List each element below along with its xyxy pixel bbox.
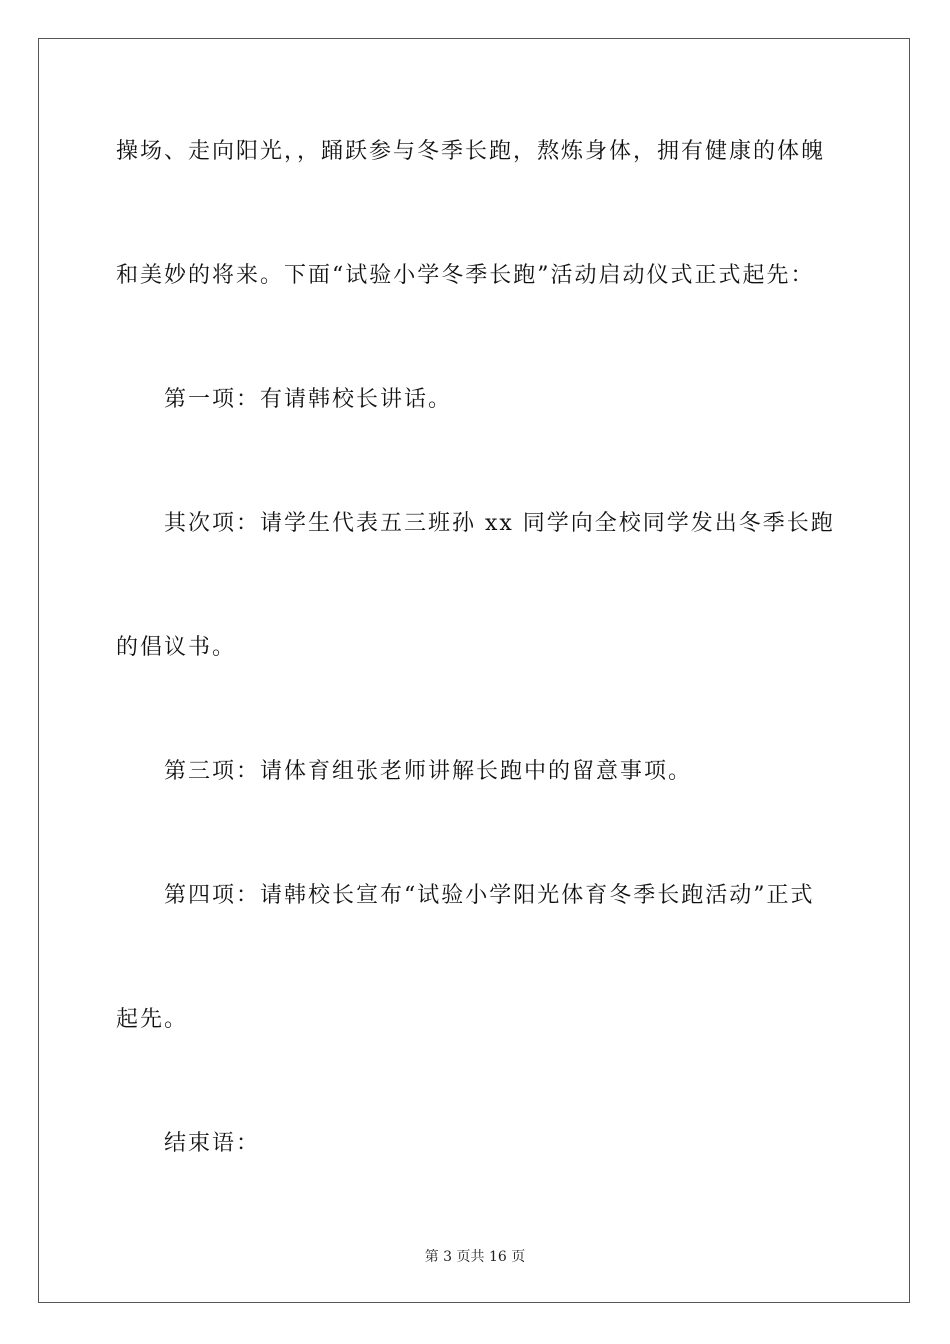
page-total: 共 16 页: [470, 1249, 526, 1265]
agenda-item-1: 第一项：有请韩校长讲话。: [164, 387, 453, 412]
page-number: 第 3 页: [424, 1249, 471, 1265]
page-border: [38, 38, 910, 1303]
paragraph-line: 和美妙的将来。下面“试验小学冬季长跑”活动启动仪式正式起先：: [116, 263, 815, 288]
agenda-item-3: 第三项：请体育组张老师讲解长跑中的留意事项。: [164, 759, 693, 784]
paragraph-line: 起先。: [116, 1007, 189, 1032]
paragraph-line: 的倡议书。: [116, 635, 237, 660]
agenda-item-4: 第四项：请韩校长宣布“试验小学阳光体育冬季长跑活动”正式: [164, 883, 815, 908]
agenda-item-2: 其次项：请学生代表五三班孙 xx 同学向全校同学发出冬季长跑: [164, 511, 835, 536]
page-footer: [0, 1248, 950, 1266]
closing-remarks-heading: 结束语：: [164, 1131, 261, 1156]
paragraph-line: 操场、走向阳光，，踊跃参与冬季长跑，熬炼身体，拥有健康的体魄: [116, 139, 826, 164]
